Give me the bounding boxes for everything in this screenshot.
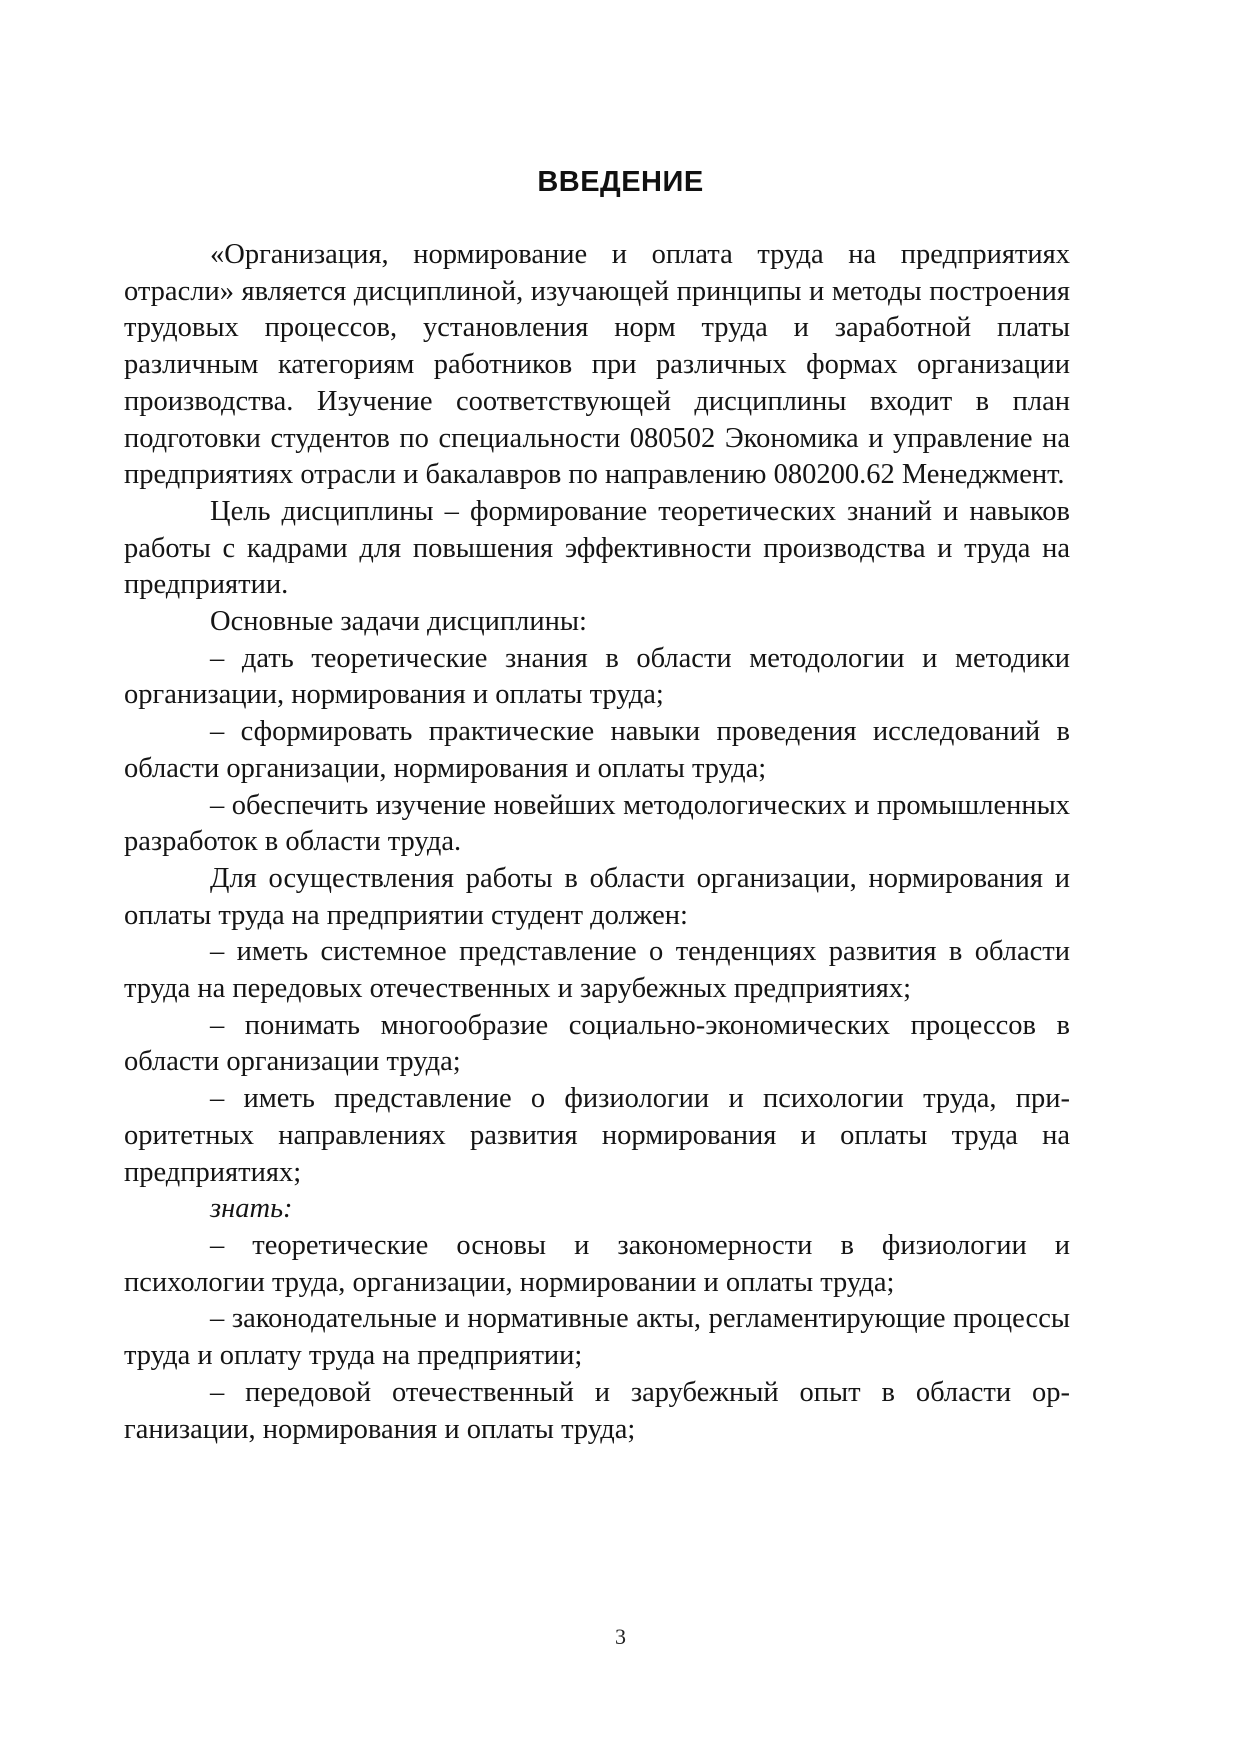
paragraph-task-1: – дать теоретические знания в области методологии и методики организации, нормирования и оплаты труда; [124, 642, 1070, 711]
paragraph-task-3: – обеспечить изучение новейших методологических и промышленных разработок в области труда. [124, 789, 1070, 858]
paragraph-intro: «Организация, нормирование и оплата труда на предприятиях отрасли» является дисциплиной, изучающей принципы и методы построения трудовых процессов, установления норм труда и заработной платы различным категориям работников при различных формах организации производства. Изучение соответствующей дисциплины входит в план подготовки студентов по специальности 080502 Экономика и управление на предприятиях отрасли и бакалавров по направлению 080200.62 Менеджмент. [124, 239, 1070, 491]
paragraph-requirements: Для осуществления работы в области организации, нормирования и оплаты труда на предприятии студент должен: [124, 862, 1070, 931]
paragraph-goal: Цель дисциплины – формирование теоретических знаний и навыков работы с кадрами для повышения эффективности производства и труда на предприятии. [124, 495, 1070, 601]
paragraph-task-2: – сформировать практические навыки проведения исследований в области организации, нормирования и оплаты труда; [124, 716, 1070, 784]
paragraph-know-2: – законодательные и нормативные акты, регламентирующие процессы труда и оплату труда на предприятии; [124, 1303, 1070, 1372]
body-text [124, 237, 1070, 1448]
paragraph-req-3: – иметь представление о физиологии и психологии труда, приоритетных направлениях развития нормирования и оплаты труда на предприятиях; [124, 1083, 1070, 1188]
paragraph-req-1: – иметь системное представление о тенденциях развития в области труда на передовых отечественных и зарубежных предприятиях; [124, 936, 1070, 1005]
paragraph-tasks-title: Основные задачи дисциплины: [210, 606, 587, 638]
paragraph-know-title [124, 1191, 1070, 1228]
paragraph-req-2: – понимать многообразие социально-экономических процессов в области организации труда; [124, 1009, 1070, 1078]
paragraph-know-3: – передовой отечественный и зарубежный опыт в области организации, нормирования и оплаты труда; [124, 1376, 1070, 1445]
page-number: 3 [615, 1624, 626, 1649]
section-heading: ВВЕДЕНИЕ [537, 166, 704, 198]
know-label: знать: [210, 1193, 293, 1225]
paragraph-know-1: – теоретические основы и закономерности в физиологии и психологии труда, организации, нормировании и оплаты труда; [124, 1229, 1070, 1298]
